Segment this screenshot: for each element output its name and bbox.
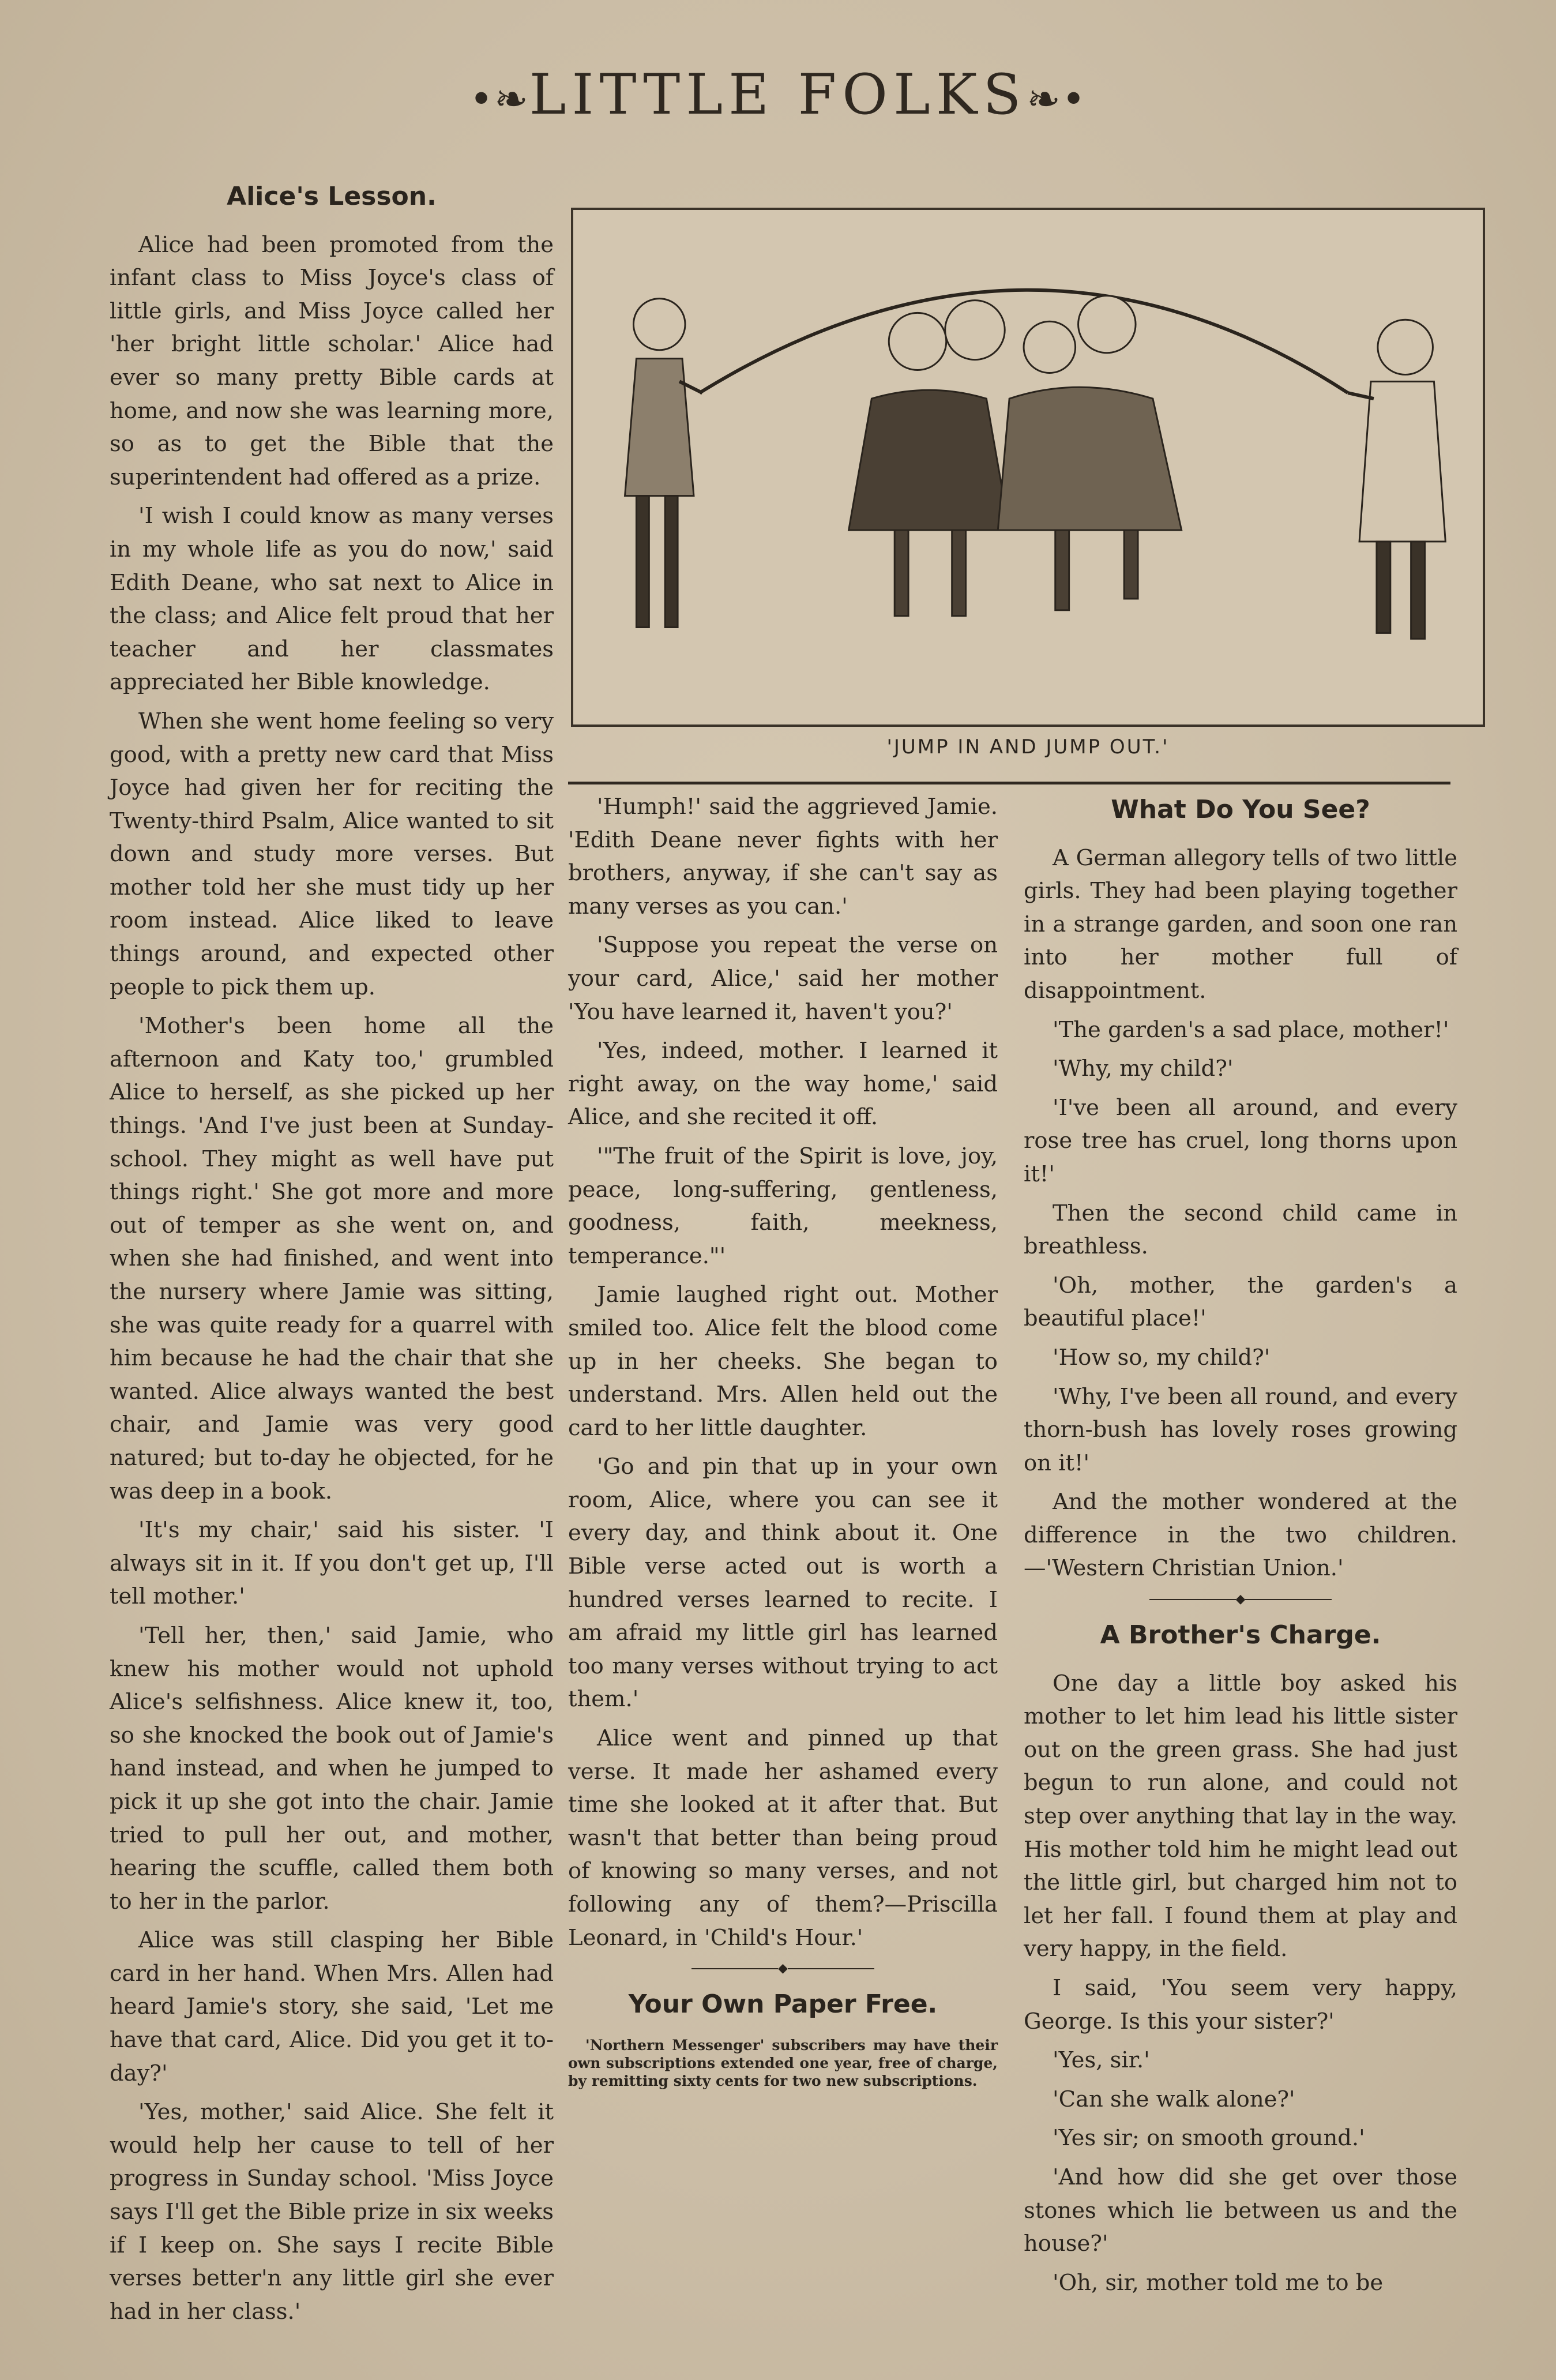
illustration-jump-rope xyxy=(571,208,1485,727)
paragraph: Alice had been promoted from the infant class to Miss Joyce's class of little girls, and Miss Joyce called her 'her bright little scholar.' Alice had ever so many pretty Bible cards at home, and now she was learning more, so as to get the Bible that the superintendent had offered as a prize. xyxy=(110,231,554,490)
paragraph: Jamie laughed right out. Mother smiled too. Alice felt the blood come up in her cheeks. She began to understand. Mrs. Allen held out the card to her little daughter. xyxy=(568,1282,998,1441)
article-title: A Brother's Charge. xyxy=(1100,1620,1381,1650)
jump-rope-illustration xyxy=(573,210,1483,724)
paragraph: 'Yes, indeed, mother. I learned it right away, on the way home,' said Alice, and she recited it off. xyxy=(568,1038,998,1131)
paragraph: 'The garden's a sad place, mother!' xyxy=(1053,1016,1449,1043)
paragraph: 'Yes sir; on smooth ground.' xyxy=(1053,2125,1365,2152)
paragraph: Alice went and pinned up that verse. It made her ashamed every time she looked at it after that. But wasn't that better than being proud of knowing so many verses, and not following any of them?—Priscilla Leonard, in 'Child's Hour.' xyxy=(568,1725,998,1951)
right-ornament: ❧• xyxy=(1027,76,1087,123)
paragraph: 'Why, I've been all round, and every thorn-bush has lovely roses growing on it!' xyxy=(1024,1383,1457,1476)
article-title: Alice's Lesson. xyxy=(227,182,437,211)
paragraph: 'Tell her, then,' said Jamie, who knew his mother would not uphold Alice's selfishness. Alice knew it, too, so she knocked the book out of Jamie's hand instead, and when he jumped to pick it up she got into the chair. Jamie tried to pull her out, and mother, hearing the scuffle, called them both to her in the parlor. xyxy=(110,1622,554,1914)
paragraph: '"The fruit of the Spirit is love, joy, peace, long-suffering, gentleness, goodness, faith, meekness, temperance."' xyxy=(568,1143,998,1269)
paragraph: 'Mother's been home all the afternoon and Katy too,' grumbled Alice to herself, as she picked up her things. 'And I've just been at Sunday-school. They might as well have put things right.' She got more and more out of temper as she went on, and when she had finished, and went into the nursery where Jamie was sitting, she was quite ready for a quarrel with him because he had the chair that she wanted. Alice always wanted the best chair, and Jamie was very good natured; but to-day he objected, for he was deep in a book. xyxy=(110,1013,554,1504)
paragraph: I said, 'You seem very happy, George. Is this your sister?' xyxy=(1024,1975,1457,2034)
paragraph: 'And how did she get over those stones which lie between us and the house?' xyxy=(1024,2164,1457,2257)
article-alices-lesson-column-2 xyxy=(568,790,998,2096)
notice-title: Your Own Paper Free. xyxy=(628,1989,938,2019)
paragraph: 'Oh, mother, the garden's a beautiful place!' xyxy=(1024,1272,1457,1332)
left-ornament: •❧ xyxy=(469,76,529,123)
right-column xyxy=(1024,793,1457,2305)
masthead xyxy=(0,62,1556,127)
paragraph: 'Yes, sir.' xyxy=(1053,2047,1150,2074)
paragraph: And the mother wondered at the difference in the two children.—'Western Christian Union.' xyxy=(1024,1489,1457,1582)
paragraph: 'Humph!' said the aggrieved Jamie. 'Edith Deane never fights with her brothers, anyway, if she can't say as many verses as you can.' xyxy=(568,794,998,919)
paragraph: 'How so, my child?' xyxy=(1053,1344,1271,1371)
paragraph: Then the second child came in breathless. xyxy=(1024,1200,1457,1260)
paragraph: 'Go and pin that up in your own room, Alice, where you can see it every day, and think about it. One Bible verse acted out is worth a hundred verses learned to recite. I am afraid my little girl has learned too many verses without trying to act them.' xyxy=(568,1454,998,1713)
paragraph: 'It's my chair,' said his sister. 'I always sit in it. If you don't get up, I'll tell mother.' xyxy=(110,1517,554,1610)
paragraph: 'Can she walk alone?' xyxy=(1053,2086,1295,2112)
notice-text xyxy=(568,2036,998,2090)
paragraph: When she went home feeling so very good, with a pretty new card that Miss Joyce had given her for reciting the Twenty-third Psalm, Alice wanted to sit down and study more verses. But mother told her she must tidy up her room instead. Alice liked to leave things around, and expected other people to pick them up. xyxy=(110,708,554,1000)
illustration-caption: 'JUMP IN AND JUMP OUT.' xyxy=(886,735,1170,759)
notice-paragraph: 'Northern Messenger' subscribers may have their own subscriptions extended one year, free of charge, by remitting sixty cents for two new subscriptions. xyxy=(568,2036,998,2089)
paragraph: 'Suppose you repeat the verse on your card, Alice,' said her mother 'You have learned it, haven't you?' xyxy=(568,932,998,1025)
paragraph: 'Yes, mother,' said Alice. She felt it would help her cause to tell of her progress in Sunday school. 'Miss Joyce says I'll get the Bible prize in six weeks if I keep on. She says I recite Bible verses better'n any little girl she ever had in her class.' xyxy=(110,2099,554,2325)
paragraph: 'I've been all around, and every rose tree has cruel, long thorns upon it!' xyxy=(1024,1094,1457,1187)
paragraph: Alice was still clasping her Bible card in her hand. When Mrs. Allen had heard Jamie's story, she said, 'Let me have that card, Alice. Did you get it to-day?' xyxy=(110,1927,554,2086)
paragraph: 'Oh, sir, mother told me to be xyxy=(1053,2269,1384,2296)
article-title: What Do You See? xyxy=(1111,795,1370,824)
paragraph: 'I wish I could know as many verses in my whole life as you do now,' said Edith Deane, who sat next to Alice in the class; and Alice felt proud that her teacher and her classmates appreciated her Bible knowledge. xyxy=(110,503,554,696)
divider: ◆ xyxy=(1024,1593,1457,1606)
masthead-title: LITTLE FOLKS xyxy=(529,62,1027,127)
paragraph: A German allegory tells of two little girls. They had been playing together in a strange garden, and soon one ran into her mother full of disappointment. xyxy=(1024,844,1457,1004)
divider: ◆ xyxy=(568,1962,998,1975)
article-alices-lesson-column-1 xyxy=(110,180,554,2334)
paragraph: 'Why, my child?' xyxy=(1053,1056,1234,1082)
paragraph: One day a little boy asked his mother to let him lead his little sister out on the green grass. She had just begun to run alone, and could not step over anything that lay in the way. His mother told him he might lead out the little girl, but charged him not to let her fall. I found them at play and very happy, in the field. xyxy=(1024,1670,1457,1962)
section-rule xyxy=(568,782,1450,784)
